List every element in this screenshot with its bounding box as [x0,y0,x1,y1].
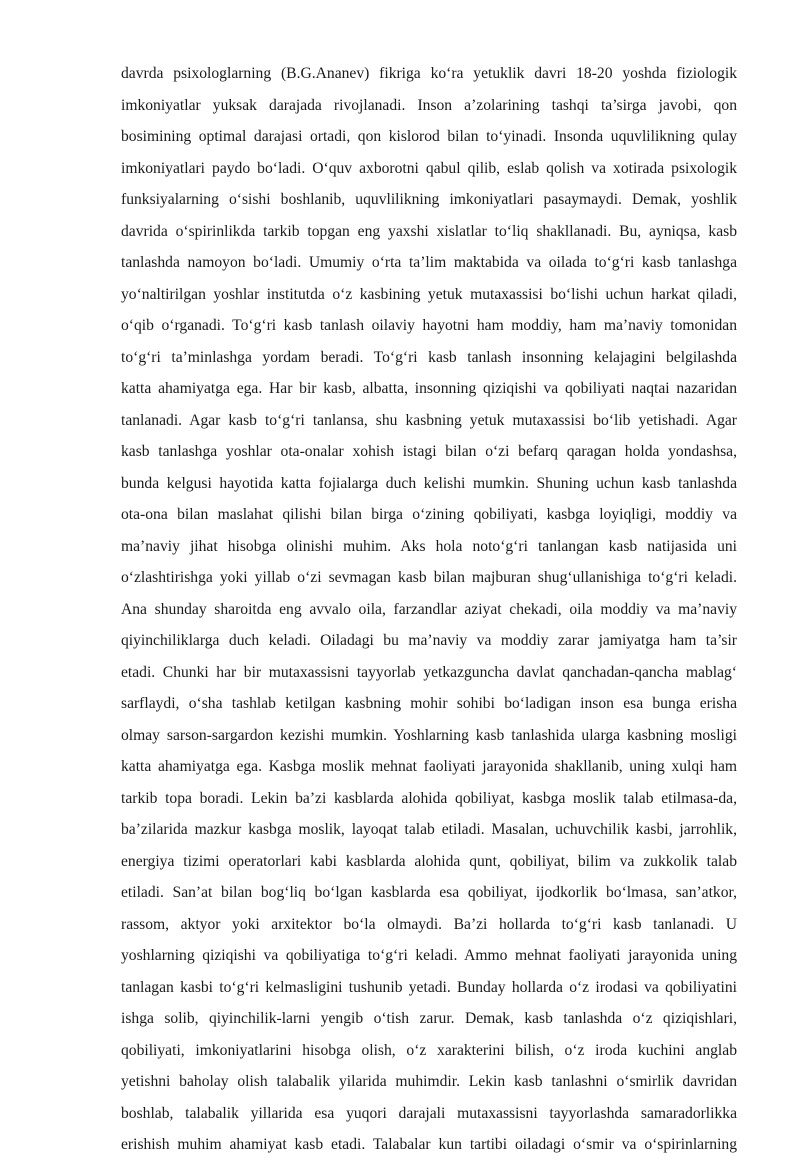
text-line: yetishni baholay olish talabalik yilarida muhimdir. Lekin kasb tanlashni o‘smirlik davridan [121,1073,737,1090]
text-line: ota-ona bilan maslahat qilishi bilan birga o‘zining qobiliyati, kasbga loyiqligi, moddiy va [121,506,737,523]
text-line: yo‘naltirilgan yoshlar institutda o‘z kasbining yetuk mutaxassisi bo‘lishi uchun harkat qiladi, [121,285,737,303]
text-line: sarflaydi, o‘sha tashlab ketilgan kasbning mohir sohibi bo‘ladigan inson esa bunga erisha [121,695,737,712]
text-line: qobiliyati, imkoniyatlarini hisobga olish, o‘z xarakterini bilish, o‘z iroda kuchini anglab [121,1041,737,1059]
text-line: o‘qib o‘rganadi. To‘g‘ri kasb tanlash oilaviy hayotni ham moddiy, ham ma’naviy tomonidan [121,317,737,334]
text-line: imkoniyatlari paydo bo‘ladi. O‘quv axborotni qabul qilib, eslab qolish va xotirada psixologik [121,159,737,177]
text-line: funksiyalarning o‘sishi boshlanib, uquvlilikning imkoniyatlari pasaymaydi. Demak, yoshlik [121,191,737,208]
text-line: energiya tizimi operatorlari kabi kasblarda alohida qunt, qobiliyat, bilim va zukkolik talab [121,852,737,870]
text-line: kasb tanlashga yoshlar ota-onalar xohish istagi bilan o‘zi befarq qaragan holda yondashsa, [121,443,737,460]
text-line: bunda kelgusi hayotida katta fojialarga duch kelishi mumkin. Shuning uchun kasb tanlashda [121,474,737,492]
text-line: etiladi. San’at bilan bog‘liq bo‘lgan kasblarda esa qobiliyat, ijodkorlik bo‘lmasa, san’atkor, [121,884,737,901]
text-line: qiyinchiliklarga duch keladi. Oiladagi bu ma’naviy va moddiy zarar jamiyatga ham ta’sir [121,632,737,649]
text-line: davrida o‘spirinlikda tarkib topgan eng yaxshi xislatlar to‘liq shakllanadi. Bu, ayniqsa, kasb [121,222,737,240]
text-line: katta ahamiyatga ega. Har bir kasb, albatta, insonning qiziqishi va qobiliyati naqtai nazaridan [121,380,737,397]
text-line: tanlanadi. Agar kasb to‘g‘ri tanlansa, shu kasbning yetuk mutaxassisi bo‘lib yetishadi. Agar [121,411,737,429]
text-line: Ana shunday sharoitda eng avvalo oila, farzandlar aziyat chekadi, oila moddiy va ma’naviy [121,600,737,618]
text-line: o‘zlashtirishga yoki yillab o‘zi sevmagan kasb bilan majburan shug‘ullanishiga to‘g‘ri keladi. [121,569,737,586]
text-line: katta ahamiyatga ega. Kasbga moslik mehnat faoliyati jarayonida shakllanib, uning xulqi ham [121,758,737,775]
text-line: tanlagan kasbi to‘g‘ri kelmasligini tushunib yetadi. Bunday hollarda o‘z irodasi va qobiliyatini [121,978,737,996]
text-line: ishga solib, qiyinchilik-larni yengib o‘tish zarur. Demak, kasb tanlashda o‘z qiziqishlari, [121,1010,737,1027]
body-text [121,58,737,1161]
text-line: boshlab, talabalik yillarida esa yuqori darajali mutaxassisni tayyorlashda samaradorlikka [121,1104,737,1122]
text-line: bosimining optimal darajasi ortadi, qon kislorod bilan to‘yinadi. Insonda uquvlilikning qulay [121,128,737,145]
text-line: tarkib topa boradi. Lekin ba’zi kasblarda alohida qobiliyat, kasbga moslik talab etilmasa-da, [121,789,737,807]
text-line: erishish muhim ahamiyat kasb etadi. Talabalar kun tartibi oiladagi o‘smir va o‘spirinlarning [121,1136,737,1153]
text-line: imkoniyatlar yuksak darajada rivojlanadi. Inson a’zolarining tashqi ta’sirga javobi, qon [121,96,737,114]
text-line: etadi. Chunki har bir mutaxassisni tayyorlab yetkazguncha davlat qanchadan-qancha mablag‘ [121,663,737,681]
text-line: ba’zilarida mazkur kasbga moslik, layoqat talab etiladi. Masalan, uchuvchilik kasbi, jarrohlik, [121,821,737,838]
text-line: to‘g‘ri ta’minlashga yordam beradi. To‘g‘ri kasb tanlash insonning kelajagini belgilashda [121,348,737,366]
text-line: olmay sarson-sargardon kezishi mumkin. Yoshlarning kasb tanlashida ularga kasbning mosligi [121,726,737,744]
text-line: rassom, aktyor yoki arxitektor bo‘la olmaydi. Ba’zi hollarda to‘g‘ri kasb tanlanadi. U [121,915,737,933]
text-line: davrda psixologlarning (B.G.Ananev) fikriga ko‘ra yetuklik davri 18-20 yoshda fiziologik [121,65,737,82]
text-line: yoshlarning qiziqishi va qobiliyatiga to‘g‘ri keladi. Ammo mehnat faoliyati jarayonida uning [121,947,737,964]
text-line: ma’naviy jihat hisobga olinishi muhim. Aks hola noto‘g‘ri tanlangan kasb natijasida uni [121,537,737,555]
text-line: tanlashda namoyon bo‘ladi. Umumiy o‘rta ta’lim maktabida va oilada to‘g‘ri kasb tanlashga [121,254,737,271]
